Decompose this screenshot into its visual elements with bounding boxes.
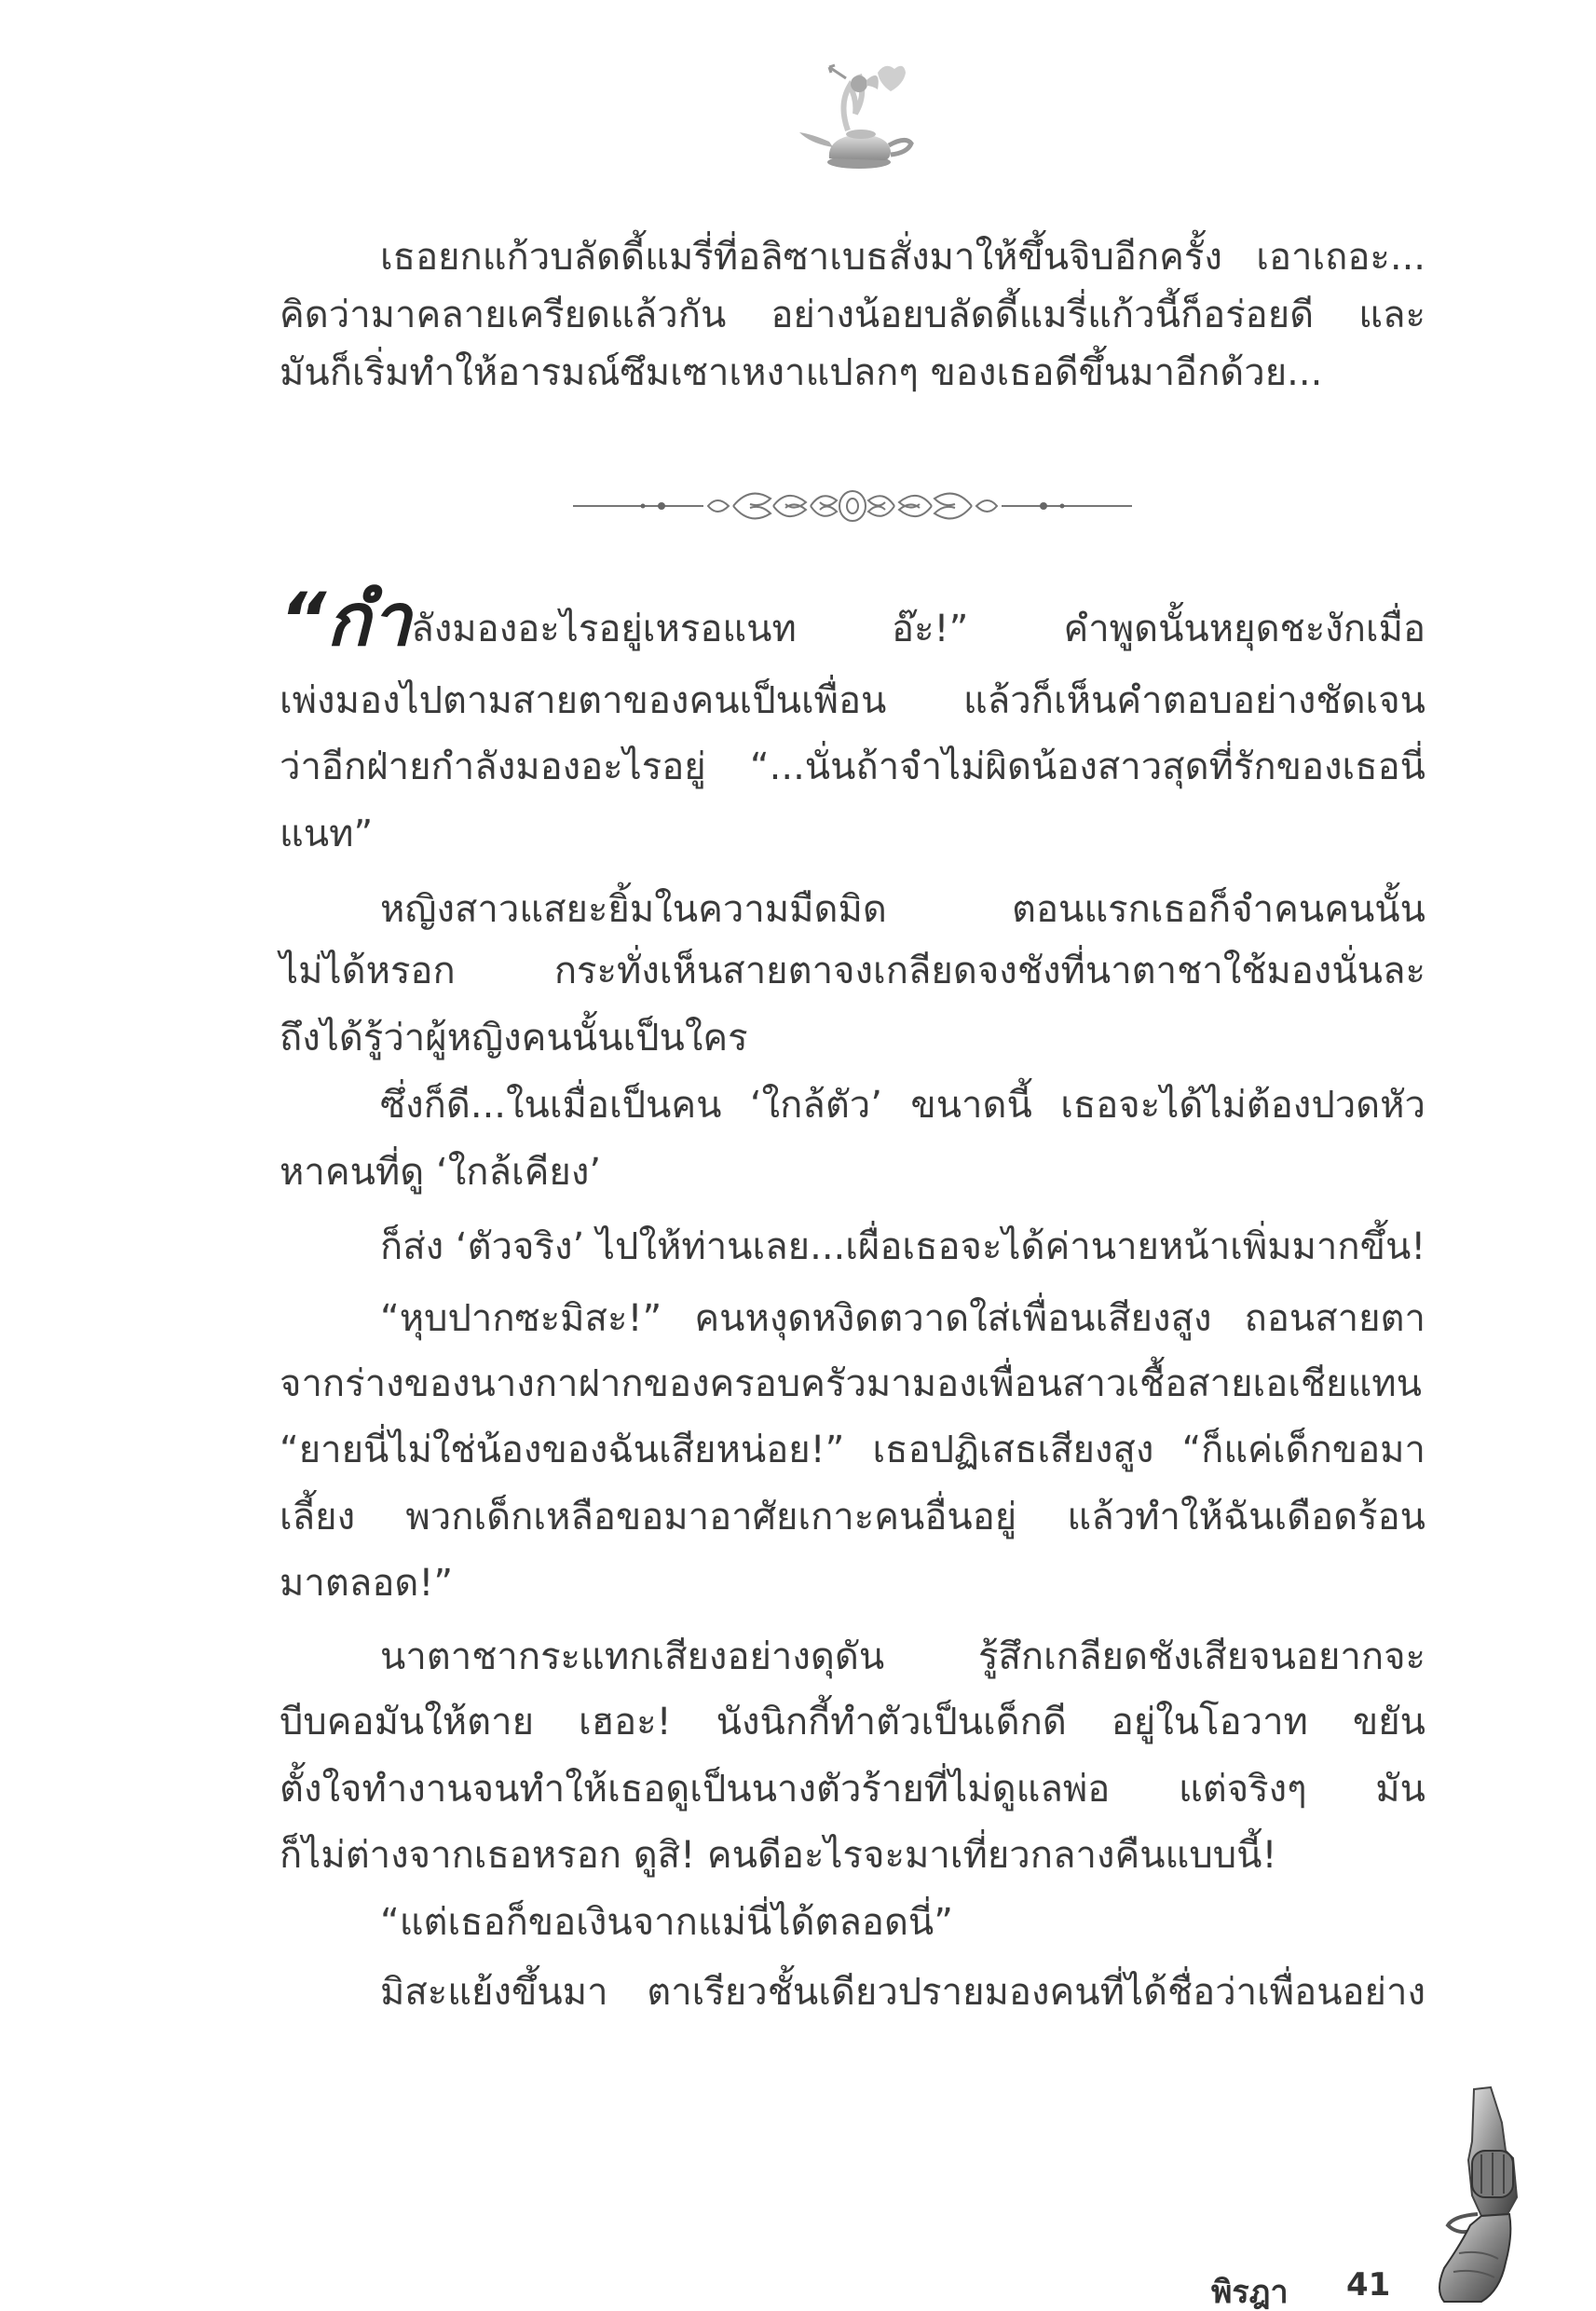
paragraph-line: ตั้งใจทำงานจนทำให้เธอดูเป็นนางตัวร้ายที่ไม่ดูแลพ่อ แต่จริงๆ มัน (280, 1768, 1425, 1811)
paragraph-line: ว่าอีกฝ่ายกำลังมองอะไรอยู่ “...นั่นถ้าจำไม่ผิดน้องสาวสุดที่รักของเธอนี่ (280, 745, 1425, 788)
revolver-icon (1416, 2085, 1528, 2304)
paragraph-line: แนท” (280, 813, 374, 855)
paragraph-line: บีบคอมันให้ตาย เฮอะ! นังนิกกี้ทำตัวเป็นเด็กดี อยู่ในโอวาท ขยัน (280, 1701, 1425, 1744)
page-number: 41 (1346, 2266, 1391, 2304)
paragraph-line: “ยายนี่ไม่ใช่น้องของฉันเสียหน่อย!” เธอปฏิเสธเสียงสูง “ก็แค่เด็กขอมา (280, 1429, 1425, 1471)
paragraph-line: “หุบปากซะมิสะ!” คนหงุดหงิดตวาดใส่เพื่อนเสียงสูง ถอนสายตา (380, 1297, 1425, 1340)
paragraph-line: “แต่เธอก็ขอเงินจากแม่นี่ได้ตลอดนี่” (380, 1901, 953, 1944)
paragraph-line: คิดว่ามาคลายเครียดแล้วกัน อย่างน้อยบลัดดี้แมรี่แก้วนี้ก็อร่อยดี และ (280, 294, 1425, 336)
paragraph-line: ไม่ได้หรอก กระทั่งเห็นสายตาจงเกลียดจงชังที่นาตาชาใช้มองนั่นละ (280, 950, 1425, 992)
paragraph-line: จากร่างของนางกาฝากของครอบครัวมามองเพื่อนสาวเชื้อสายเอเชียแทน (280, 1362, 1422, 1405)
paragraph-line: ถึงได้รู้ว่าผู้หญิงคนนั้นเป็นใคร (280, 1017, 748, 1060)
paragraph-line: นาตาชากระแทกเสียงอย่างดุดัน รู้สึกเกลียดชังเสียจนอยากจะ (380, 1635, 1425, 1678)
paragraph-line: ซึ่งก็ดี...ในเมื่อเป็นคน ‘ใกล้ตัว’ ขนาดนี้ เธอจะได้ไม่ต้องปวดหัว (380, 1084, 1425, 1127)
paragraph-line: ก็ส่ง ‘ตัวจริง’ ไปให้ท่านเลย...เผื่อเธอจะได้ค่านายหน้าเพิ่มมากขึ้น! (380, 1225, 1426, 1268)
paragraph-line (280, 579, 1425, 663)
genie-lamp-cupid-icon (792, 58, 922, 174)
paragraph-line: หาคนที่ดู ‘ใกล้เคียง’ (280, 1151, 602, 1194)
paragraph-line: มิสะแย้งขึ้นมา ตาเรียวชั้นเดียวปรายมองคนที่ได้ชื่อว่าเพื่อนอย่าง (380, 1971, 1425, 2014)
paragraph-line: หญิงสาวแสยะยิ้มในความมืดมิด ตอนแรกเธอก็จำคนคนนั้น (380, 888, 1425, 931)
paragraph-line: เลี้ยง พวกเด็กเหลือขอมาอาศัยเกาะคนอื่นอยู่ แล้วทำให้ฉันเดือดร้อน (280, 1496, 1425, 1538)
paragraph-line: มันก็เริ่มทำให้อารมณ์ซึมเซาเหงาแปลกๆ ของเธอดีขึ้นมาอีกด้วย... (280, 351, 1323, 394)
drop-cap-line-text: ลังมองอะไรอยู่เหรอแนท อ๊ะ!” คำพูดนั้นหยุดชะงักเมื่อ (411, 608, 1425, 650)
running-footer-title: พิรฎา (1211, 2274, 1289, 2311)
paragraph-line: เพ่งมองไปตามสายตาของคนเป็นเพื่อน แล้วก็เห็นคำตอบอย่างชัดเจน (280, 679, 1425, 722)
paragraph-line: ก็ไม่ต่างจากเธอหรอก ดูสิ! คนดีอะไรจะมาเที่ยวกลางคืนแบบนี้! (280, 1834, 1277, 1877)
paragraph-line: เธอยกแก้วบลัดดี้แมรี่ที่อลิซาเบธสั่งมาให้ขึ้นจิบอีกครั้ง เอาเถอะ... (380, 236, 1425, 279)
scroll-flourish-divider-icon (573, 483, 1132, 529)
drop-cap: “กำ (280, 579, 412, 663)
paragraph-line: มาตลอด!” (280, 1562, 454, 1605)
